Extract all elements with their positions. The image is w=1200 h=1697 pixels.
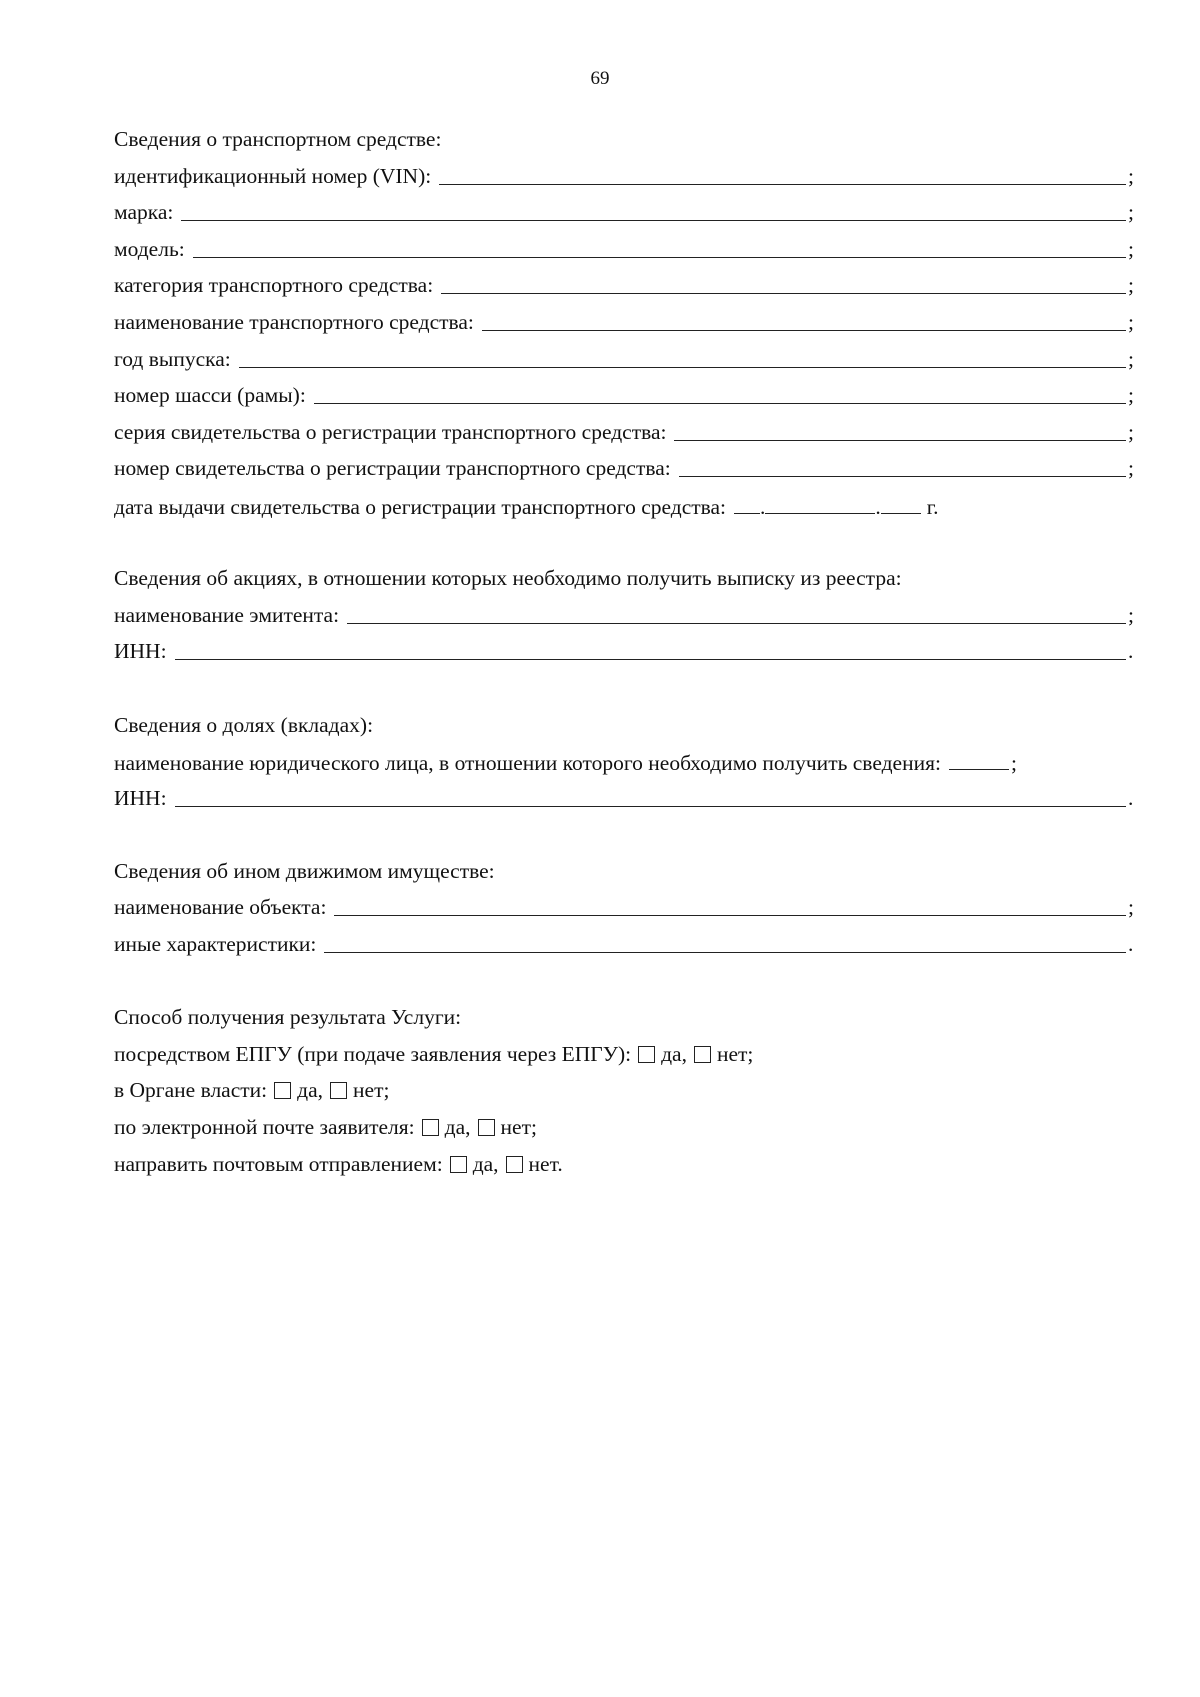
field-label: номер свидетельства о регистрации транспортного средства: <box>114 456 671 481</box>
year-input-blank[interactable] <box>239 341 1126 368</box>
result-option-email <box>114 1109 1136 1146</box>
checkbox-icon[interactable] <box>450 1156 467 1173</box>
shares-inn-field <box>114 633 1136 670</box>
checkbox-icon[interactable] <box>422 1119 439 1136</box>
date-month-blank[interactable] <box>765 487 875 514</box>
yes-option[interactable]: да, <box>422 1109 471 1146</box>
entity-name-input-blank[interactable] <box>949 743 1009 770</box>
field-label: ИНН: <box>114 639 167 664</box>
cert-number-field <box>114 450 1136 487</box>
field-end: ; <box>1128 236 1134 261</box>
date-day-blank[interactable] <box>734 487 760 514</box>
shares-section-heading: Сведения об акциях, в отношении которых необходимо получить выписку из реестра: <box>114 566 902 591</box>
issuer-field <box>114 597 1136 634</box>
field-label: наименование эмитента: <box>114 602 340 627</box>
result-option-epgu <box>114 1036 1136 1073</box>
object-name-field <box>114 889 1136 926</box>
field-label: номер шасси (рамы): <box>114 383 306 408</box>
field-label: ИНН: <box>114 785 167 810</box>
date-suffix: г. <box>926 494 939 519</box>
result-method-heading: Способ получения результата Услуги: <box>114 1005 462 1030</box>
field-label: наименование объекта: <box>114 895 327 920</box>
entity-name-field <box>114 743 1136 780</box>
field-label: серия свидетельства о регистрации транспортного средства: <box>114 419 667 444</box>
field-end: ; <box>1128 273 1134 298</box>
issuer-input-blank[interactable] <box>347 597 1126 624</box>
checkbox-icon[interactable] <box>694 1046 711 1063</box>
field-end: ; <box>1128 419 1134 444</box>
category-input-blank[interactable] <box>441 267 1126 294</box>
field-end: . <box>1128 932 1134 957</box>
field-label: наименование юридического лица, в отношении которого необходимо получить сведения: <box>114 751 941 776</box>
brand-field <box>114 194 1136 231</box>
field-label: модель: <box>114 236 185 261</box>
other-characteristics-field <box>114 926 1136 963</box>
vehicle-section-heading: Сведения о транспортном средстве: <box>114 127 442 151</box>
no-option[interactable]: нет; <box>330 1072 389 1109</box>
field-end: ; <box>1128 895 1134 920</box>
chassis-input-blank[interactable] <box>314 377 1126 404</box>
result-option-post <box>114 1146 1136 1183</box>
option-label: направить почтовым отправлением: <box>114 1151 443 1176</box>
brand-input-blank[interactable] <box>181 194 1126 221</box>
field-end: ; <box>1128 309 1134 334</box>
no-option[interactable]: нет. <box>506 1146 563 1183</box>
no-option[interactable]: нет; <box>478 1109 537 1146</box>
date-separator: . <box>760 494 766 519</box>
field-label: идентификационный номер (VIN): <box>114 163 432 188</box>
form-content <box>114 121 1136 1182</box>
stakes-inn-field <box>114 780 1136 817</box>
checkbox-icon[interactable] <box>506 1156 523 1173</box>
checkbox-icon[interactable] <box>330 1082 347 1099</box>
field-label: год выпуска: <box>114 346 231 371</box>
checkbox-icon[interactable] <box>638 1046 655 1063</box>
field-end: ; <box>1128 602 1134 627</box>
object-name-input-blank[interactable] <box>334 889 1126 916</box>
stakes-inn-input-blank[interactable] <box>175 780 1126 807</box>
shares-inn-input-blank[interactable] <box>175 633 1126 660</box>
year-field <box>114 341 1136 378</box>
model-input-blank[interactable] <box>193 231 1126 258</box>
field-end: ; <box>1010 751 1017 776</box>
vehicle-name-field <box>114 304 1136 341</box>
cert-date-field <box>114 487 1136 524</box>
vin-input-blank[interactable] <box>439 158 1126 185</box>
option-label: в Органе власти: <box>114 1078 268 1103</box>
field-end: . <box>1128 639 1134 664</box>
cert-series-input-blank[interactable] <box>674 414 1126 441</box>
field-label: иные характеристики: <box>114 932 317 957</box>
vehicle-name-input-blank[interactable] <box>482 304 1126 331</box>
no-option[interactable]: нет; <box>694 1036 753 1073</box>
field-label: марка: <box>114 200 174 225</box>
date-separator: . <box>875 494 881 519</box>
stakes-section-heading: Сведения о долях (вкладах): <box>114 712 374 737</box>
field-label: дата выдачи свидетельства о регистрации транспортного средства: <box>114 494 727 519</box>
cert-series-field <box>114 414 1136 451</box>
field-end: ; <box>1128 456 1134 481</box>
cert-number-input-blank[interactable] <box>679 450 1126 477</box>
option-label: по электронной почте заявителя: <box>114 1115 415 1140</box>
yes-option[interactable]: да, <box>450 1146 499 1183</box>
field-label: категория транспортного средства: <box>114 273 434 298</box>
option-label: посредством ЕПГУ (при подаче заявления через ЕПГУ): <box>114 1041 632 1066</box>
other-characteristics-input-blank[interactable] <box>324 926 1126 953</box>
date-year-blank[interactable] <box>881 487 921 514</box>
other-property-section-heading: Сведения об ином движимом имуществе: <box>114 858 495 883</box>
page-number: 69 <box>590 68 610 89</box>
field-end: ; <box>1128 346 1134 371</box>
checkbox-icon[interactable] <box>478 1119 495 1136</box>
yes-option[interactable]: да, <box>274 1072 323 1109</box>
yes-option[interactable]: да, <box>638 1036 687 1073</box>
model-field <box>114 231 1136 268</box>
checkbox-icon[interactable] <box>274 1082 291 1099</box>
field-label: наименование транспортного средства: <box>114 309 474 334</box>
field-end: ; <box>1128 163 1134 188</box>
result-option-authority <box>114 1072 1136 1109</box>
field-end: ; <box>1128 383 1134 408</box>
field-end: ; <box>1128 200 1134 225</box>
field-end: . <box>1128 785 1134 810</box>
category-field <box>114 267 1136 304</box>
chassis-field <box>114 377 1136 414</box>
vin-field <box>114 158 1136 195</box>
